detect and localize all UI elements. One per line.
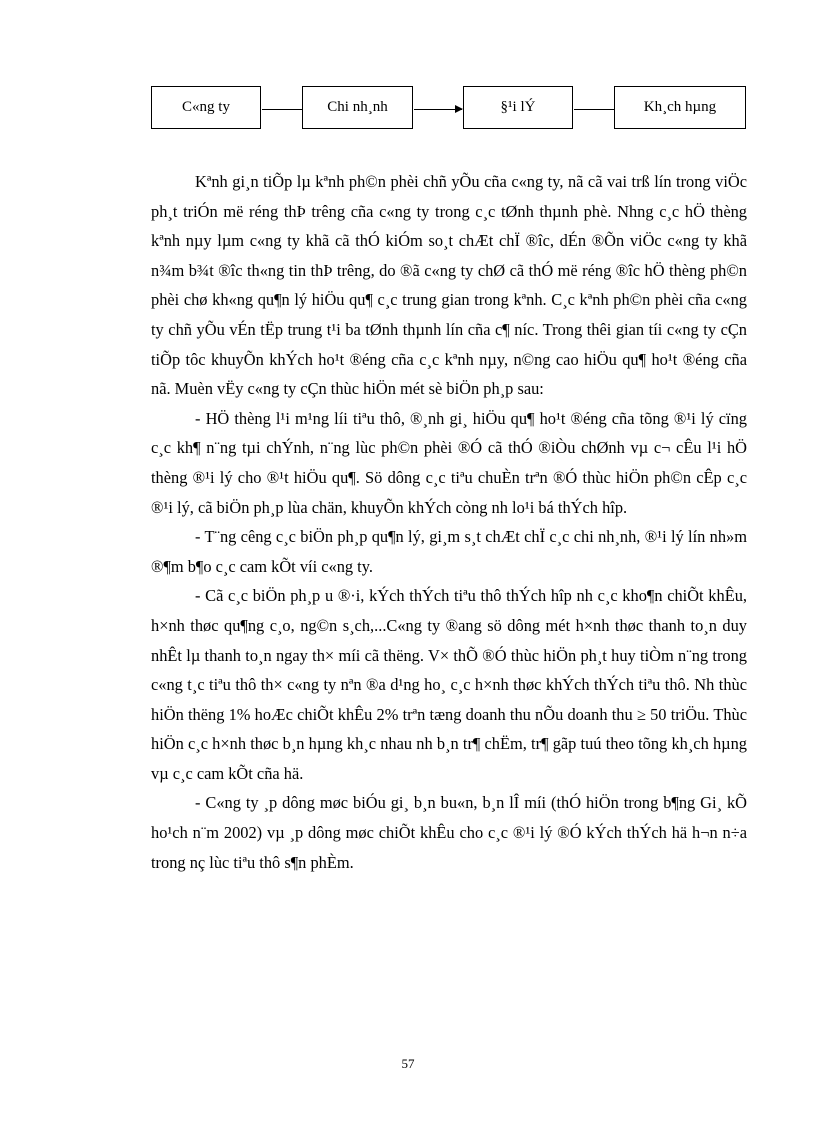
body-text [151, 167, 747, 877]
paragraph-bullet-system: - HÖ thèng l¹i m¹ng líi tiªu thô, ®¸nh gi¸ hiÖu qu¶ ho¹t ®éng cña tõng ®¹i lý cïng c¸c kh¶ n¨ng tµi chÝnh, n¨ng lùc ph©n phèi ®Ó cã thÓ ®iÒu chØnh vµ c¬ cÊu l¹i hÖ thèng ®¹i lý cho ®¹t hiÖu qu¶. Sö dông c¸c tiªu chuÈn trªn ®Ó thùc hiÖn ph©n cÊp c¸c ®¹i lý, cã biÖn ph¸p lùa chän, khuyÕn khÝch còng nh lo¹i bá thÝch hîp. [151, 408, 747, 517]
paragraph-bullet-pricing: - C«ng ty ¸p dông møc biÓu gi¸ b¸n bu«n, b¸n lÎ míi (thÓ hiÖn trong b¶ng Gi¸ kÕ ho¹ch n¨m 2002) vµ ¸p dông møc chiÕt khÊu cho c¸c ®¹i lý ®Ó kÝch thÝch hä h¬n n÷a trong nç lùc tiªu thô s¶n phÈm. [151, 793, 747, 872]
distribution-flow-diagram [151, 86, 746, 132]
flow-arrow-2 [414, 109, 462, 110]
flow-box-branch: Chi nh¸nh [302, 86, 413, 129]
paragraph-bullet-management: - T¨ng cêng c¸c biÖn ph¸p qu¶n lý, gi¸m s¸t chÆt chÏ c¸c chi nh¸nh, ®¹i lý lín nh»m ®¶m b¶o c¸c cam kÕt víi c«ng ty. [151, 527, 747, 576]
flow-box-agent: §¹i lÝ [463, 86, 573, 129]
paragraph-bullet-incentives: - Cã c¸c biÖn ph¸p u ®·i, kÝch thÝch tiªu thô thÝch hîp nh c¸c kho¶n chiÕt khÊu, h×nh thøc qu¶ng c¸o, ng©n s¸ch,...C«ng ty ®ang sö dông mét h×nh thøc thanh to¸n duy nhÊt lµ thanh to¸n ngay th× míi cã thëng. V× thÕ ®Ó thùc hiÖn ph¸t huy tiÒm n¨ng trong c«ng t¸c tiªu thô th× c«ng ty nªn ®a d¹ng ho¸ c¸c h×nh thøc khÝch thÝch tiªu thô. Nh thùc hiÖn thëng 1% hoÆc chiÕt khÊu 2% trªn tæng doanh thu nÕu doanh thu ≥ 50 triÖu. Thùc hiÖn c¸c h×nh thøc b¸n hµng kh¸c nhau nh b¸n tr¶ chËm, tr¶ gãp tuú theo tõng kh¸ch hµng vµ c¸c cam kÕt cña hä. [151, 586, 747, 783]
flow-box-customer: Kh¸ch hµng [614, 86, 746, 129]
paragraph-indirect-channel: Kªnh gi¸n tiÕp lµ kªnh ph©n phèi chñ yÕu cña c«ng ty, nã cã vai trß lín trong viÖc ph¸t triÓn më réng thÞ trêng cña c«ng ty trong c¸c tØnh thµnh phè. Nhng c¸c hÖ thèng kªnh nµy lµm c«ng ty khã cã thÓ kiÓm so¸t chÆt chÏ ®îc, dÉn ®Õn viÖc c«ng ty khã n¾m b¾t ®îc th«ng tin thÞ trêng, do ®ã c«ng ty chØ cã thÓ më réng ®îc hÖ thèng ph©n phèi chø kh«ng qu¶n lý hiÖu qu¶ c¸c trung gian trong kªnh. C¸c kªnh ph©n phèi cña c«ng ty chñ yÕu vÉn tËp trung t¹i ba tØnh thµnh lín cña c¶ níc. Trong thêi gian tíi c«ng ty cÇn tiÕp tôc khuyÕn khÝch ho¹t ®éng cña c¸c kªnh nµy, n©ng cao hiÖu qu¶ ho¹t ®éng cña nã. Muèn vËy c«ng ty cÇn thùc hiÖn mét sè biÖn ph¸p sau: [151, 172, 747, 399]
page-number: 57 [401, 1056, 415, 1071]
flow-box-company: C«ng ty [151, 86, 261, 129]
